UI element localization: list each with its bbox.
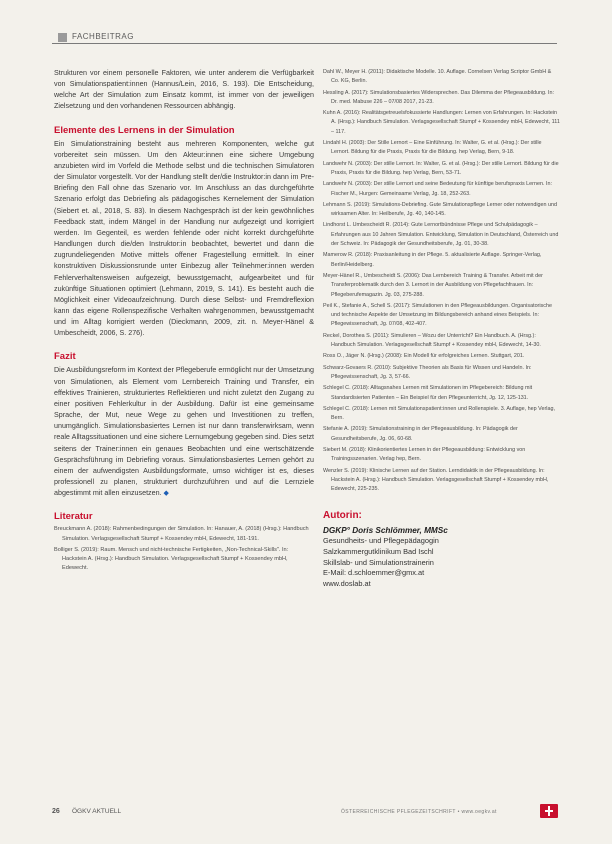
literature-ref: Breuckmann A. (2018): Rahmenbedingungen der Simulation. In: Hanauer, A. (2018) (Hrsg.): Handbuch Simulation. Verlagsgesellschaft Stumpf + Kossendey mbH, Edewecht, 181-191.	[54, 526, 309, 542]
intro-paragraph: Strukturen vor einem personelle Faktoren, wie unter anderem die Verfügbarkeit von Simulationspatient:innen (Hannus/Lein, 2016, S. 193). Die Entscheidung, welche Art der Simulation zum Einsatz kommt, ist immer von der jeweiligen Zielsetzung und den vorhandenen Ressourcen abhängig.	[54, 69, 314, 111]
reference-entry: Siebert M. (2018): Klinikorientiertes Lernen in der Pflegeausbildung: Entwicklung von Trainingsszenarien. Verlag hep, Bern.	[323, 446, 526, 463]
right-column	[323, 68, 561, 589]
author-email: E-Mail: d.schloemmer@gmx.at	[323, 568, 425, 578]
author-role: Gesundheits- und Pflegepädagogin	[323, 536, 439, 546]
fazit-text: Die Ausbildungsreform im Kontext der Pflegeberufe ermöglicht nur der Umsetzung von Simulationen, als Element vom Lernbereich Training und Transfer, ein effektives Trainieren, strukturiertes Reflektieren und nicht zuletzt den Zugang zu einer positiven Fehlerkultur in der Ausbildung. Dafür ist eine gemeinsame Sprache, der Mut, neue Wege zu gehen und Investitionen zu treffen, unumgänglich. Simulationsbasiertes Lernen ist nur dann transferwirksam, wenn reale Alltagssituationen und eine sichere Lernumgebung gegeben sind. Dies setzt seitens der Trainer:innen ein genaues Beobachten und eine wertschätzende Gesprächsführung im Debriefing voraus. Simulationsbasiertes Lernen gehört zu einem der aufwendigsten Ausbildungsformate, umso wichtiger ist es, dieses professionell zu planen, strukturiert durchzuführen und auf die Lernziele abgestimmt mit allen einzusetzen.	[54, 366, 314, 498]
literature-ref: Bolliger S. (2019): Raum. Mensch und nicht-technische Fertigkeiten, „Non-Technical-Skills". In: Hackstein A. (Hrsg.): Handbuch Simulation. Verlagsgesellschaft Stumpf + Kossendey mbH, Edewecht.	[54, 546, 289, 572]
section-heading-elements: Elemente des Lernens in der Simulation	[54, 124, 235, 136]
reference-entry: Schlegel C. (2018): Alltagsnahes Lernen mit Simulationen im Pflegebereich: Bildung mit Standardisierten Patienten – Ein Beispiel für den Pflegeunterricht, Jg. 12, 125-131.	[323, 385, 533, 401]
section-body-fazit	[54, 365, 314, 499]
section-heading-fazit: Fazit	[54, 351, 76, 363]
reference-entry: Landwehr N. (2003): Der stille Lernort und seine Bedeutung für künftige berufspraxis Lernen. In: Fischer M., Hurgen: Gemeinsame Verlag, Jg. 18, 252-263.	[323, 181, 552, 197]
reference-entry: Lindahl H. (2003): Der Stille Lernort – Eine Einführung. In: Walter, G. et al. (Hrsg.): Der stille Lernort. Bildung für die Praxis, Praxis für die Bildung. hep Verlag, Bern, 9-18.	[323, 140, 542, 156]
reference-entry: Landwehr N. (2003): Der stille Lernort. In: Walter, G. et al. (Hrsg.): Der stille Lernort. Bildung für die Praxis, Praxis für die Bildung. hep Verlag, Bern, 53-71.	[323, 160, 559, 176]
reference-entry: Lehmann S. (2019): Simulations-Debriefing. Gute Simulationspflege Lerner oder notwendigen und wirksamen Alter. In: Heilberufe, Jg. 40, 140-145.	[323, 201, 558, 218]
header-square-icon	[58, 33, 67, 42]
reference-entry: Ross O., Jäger N. (Hrsg.) (2008): Ein Modell für erfolgreiches Lernen. Stuttgart, 201.	[323, 353, 525, 360]
reference-entry: Kuhn A. (2016): Realitätsgetreuelsfokussierte Handlungen: Lernen von Erfahrungen. In: Hackstein A. (Hrsg.): Handbuch Simulation. Verlagsgesellschaft Stumpf + Kossendey mbH, Edewecht, 111 – 117.	[323, 110, 560, 135]
reference-entry: Mamerow R. (2018): Praxisanleitung in der Pflege. 5. aktualisierte Auflage. Springer-Verlag, Berlin/Heidelberg.	[323, 252, 542, 268]
author-name: DGKP° Doris Schlömmer, MMSc	[323, 526, 448, 536]
section-tag: FACHBEITRAG	[72, 32, 134, 41]
reference-entry: Hessling A. (2017): Simulationsbasiertes Widersprechen. Das Dilemma der Pflegeausbildung. In: Dr. med. Mabuse 226 – 07/08 2017, 21-23.	[323, 89, 555, 105]
author-heading: Autorin:	[323, 510, 362, 522]
footer	[52, 808, 557, 820]
reference-entry: Peil K., Stefanie A., Schell S. (2017): Simulationen in den Pflegeausbildungen. Organisatorische und technische Aspekte der Umsetzung im Bildungsbereich anhand eines Beispiels. In: Pflegewissenschaft, Jg. 07/08, 402-407.	[323, 302, 552, 328]
cross-logo-icon	[540, 804, 558, 818]
footer-journal: ÖSTERREICHISCHE PFLEGEZEITSCHRIFT • www.oegkv.at	[341, 809, 497, 815]
reference-entry: Dahl W., Meyer H. (2011): Didaktische Modelle. 10. Auflage. Cornelsen Verlag Scriptor GmbH & Co. KG, Berlin.	[323, 69, 552, 85]
author-trainer-role: Skillslab- und Simulationstrainerin	[323, 557, 434, 567]
reference-entry: Meyer-Hänel R., Umbescheidt S. (2006): Das Lernbereich Training & Transfer. Arbeit mit der Transferproblematik durch den 3. Lernort in der Ausbildung von Pflegefachfrauen. In: Pflegeberufemagazin. Jg. 03, 275-288.	[323, 272, 543, 298]
reference-entry: Stefanie A. (2019): Simulationstraining in der Pflegeausbildung. In: Pädagogik der Gesundheitsberufe, Jg. 06, 60-68.	[323, 426, 518, 442]
author-website: www.doslab.at	[323, 578, 371, 588]
reference-entry: Reckel, Dorothea S. (2011): Simulieren – Wozu der Unterricht? Ein Handbuch. A. (Hrsg.): Handbuch Simulation. Verlagsgesellschaft Stumpf + Kossendey mbH, Edewecht, 14-30.	[323, 332, 541, 349]
reference-entry: Lindhorst L. Umbescheidt R. (2014): Gute Lernortbündnisse Pflege und Schulpädagogik – Erfahrungen aus 10 Jahren Simulation. Entwicklung, Simulation in Deutschland, Österreich und der Schweiz. In: Pädagogik der Gesundheitsberufe, Jg. 01, 30-38.	[323, 222, 559, 248]
reference-entry: Wenzler S. (2019): Klinische Lernen auf der Station. Lerndidaktik in der Pflegeausbildung. In: Hackstein A. (Hrsg.): Handbuch Simulation. Verlagsgesellschaft Stumpf + Kossendey mbH, Edewecht, 225-235.	[323, 467, 549, 493]
end-diamond-icon: ◆	[163, 490, 169, 498]
reference-entry: Schlegel C. (2018): Lernen mit Simulationspatient:innen und Rollenspiele. 3. Auflage, hep Verlag, Bern.	[323, 405, 555, 422]
reference-entry: Schwarz-Govaers R. (2010): Subjektive Theorien als Basis für Wissen und Handeln. In: Pflegewissenschaft, Jg. 3, 57-66.	[323, 364, 532, 380]
page-number: 26	[52, 808, 60, 815]
left-column	[54, 68, 314, 575]
footer-publication: ÖGKV AKTUELL	[72, 808, 122, 815]
literature-heading: Literatur	[54, 511, 93, 523]
author-institution: Salzkammergutklinikum Bad Ischl	[323, 547, 434, 557]
section-body-elements: Ein Simulationstraining besteht aus mehreren Komponenten, welche gut vorbereitet sein müssen. Um den Akteur:innen eine sichere Umgebung anzubieten wird im Vorfeld die Methode selbst und die technischen Simulatoren der Simulator vorgestellt. Vor der Handlung stellt der/die Instruktor:in dann im Pre-Briefing den Fall ohne das Szenario vor. Im Anschluss an das durchgeführte Szenario erfolgt das Debriefing als pädagogisches Kernelement der Simulation (Siebert et. al., 2018, S. 83). In diesem Nachgespräch ist der kein gewöhnliches Feedback statt, indem Mängel in der Handlung nur aufgezeigt und korrigiert werden. Im Gegenteil, es werden fehlende oder nicht korrekt durchgeführte Handlungen durch die/den Instruktor:in beobachtet, bewertet und dann die zugrundeliegenden Motive mittels offener Fragestellung ermittelt. In einer konstruktiven Diskussionsrunde unter Einbezug aller Teilnehmer:innen werden Fehlerverhaltensweisen aufgezeigt, bewusstgemacht, aufgearbeitet und für zukünftige Situationen optimiert (Lehmann, 2019, S. 141). Es besteht auch die Möglichkeit einer Videoaufzeichnung. Durch diese Selbst- und Fremdreflexion kann das eigene Rollenspezifische Verhalten wahrgenommen, bewusstgemacht und im Alltag korrigiert werden (Dieckmann, 2009, zit. n. Meyer-Hänel & Umbescheidt, 2006, S. 276).	[54, 139, 314, 338]
